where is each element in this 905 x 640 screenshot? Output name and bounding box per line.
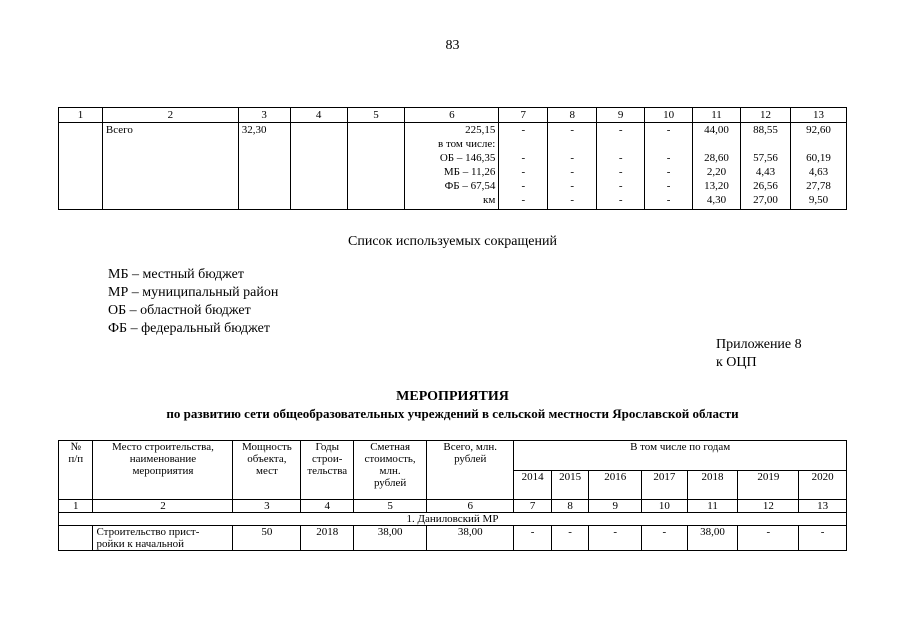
year-header: 2018 bbox=[687, 470, 738, 500]
year-header: 2020 bbox=[799, 470, 847, 500]
cell-2019: 88,55 57,56 4,43 26,56 27,00 bbox=[741, 123, 791, 210]
cell-2015: - bbox=[551, 526, 589, 551]
cell-cost bbox=[347, 123, 405, 210]
col-number: 7 bbox=[499, 108, 548, 123]
cell-2020: 92,60 60,19 4,63 27,78 9,50 bbox=[790, 123, 846, 210]
col-number: 2 bbox=[93, 500, 233, 513]
cell-2018: 44,00 28,60 2,20 13,20 4,30 bbox=[693, 123, 741, 210]
year-header: 2019 bbox=[738, 470, 799, 500]
cell-2019: - bbox=[738, 526, 799, 551]
col-number: 1 bbox=[59, 108, 103, 123]
measures-table bbox=[58, 440, 847, 551]
col-number: 9 bbox=[589, 500, 642, 513]
col-number: 12 bbox=[738, 500, 799, 513]
cell-years bbox=[290, 123, 347, 210]
abbreviation-item: ОБ – областной бюджет bbox=[108, 303, 251, 318]
col-number: 10 bbox=[645, 108, 693, 123]
col-number: 2 bbox=[102, 108, 238, 123]
header-total: Всего, млн. рублей bbox=[427, 441, 514, 500]
year-header: 2016 bbox=[589, 470, 642, 500]
cell-name: Строительство прист- ройки к начальной bbox=[93, 526, 233, 551]
header-row bbox=[59, 441, 847, 471]
document-subtitle: по развитию сети общеобразовательных учреждений в сельской местности Ярославской области bbox=[166, 406, 739, 421]
cell-2014: - - - - - bbox=[499, 123, 548, 210]
header-cost: Сметная стоимость, млн. рублей bbox=[354, 441, 427, 500]
column-number-row bbox=[59, 500, 847, 513]
abbreviation-item: МБ – местный бюджет bbox=[108, 267, 244, 282]
col-number: 11 bbox=[693, 108, 741, 123]
col-number: 13 bbox=[799, 500, 847, 513]
appendix-label bbox=[716, 336, 802, 372]
col-number: 1 bbox=[59, 500, 93, 513]
col-number: 11 bbox=[687, 500, 738, 513]
appendix-line: Приложение 8 bbox=[716, 337, 802, 352]
header-years: Годы строи- тельства bbox=[301, 441, 354, 500]
col-number: 3 bbox=[233, 500, 301, 513]
table-row bbox=[59, 526, 847, 551]
year-header: 2017 bbox=[642, 470, 688, 500]
cell-name: Всего bbox=[102, 123, 238, 210]
col-number: 8 bbox=[551, 500, 589, 513]
cell-total: 225,15 в том числе: ОБ – 146,35 МБ – 11,26 ФБ – 67,54 км bbox=[405, 123, 499, 210]
cell-2020: - bbox=[799, 526, 847, 551]
col-number: 4 bbox=[301, 500, 354, 513]
col-number: 3 bbox=[238, 108, 290, 123]
year-header: 2014 bbox=[514, 470, 552, 500]
cell-years: 2018 bbox=[301, 526, 354, 551]
cell-num bbox=[59, 123, 103, 210]
cell-power: 50 bbox=[233, 526, 301, 551]
cell-capacity: 32,30 bbox=[238, 123, 290, 210]
col-number: 8 bbox=[548, 108, 597, 123]
col-number: 4 bbox=[290, 108, 347, 123]
abbreviations-title: Список используемых сокращений bbox=[348, 234, 557, 249]
header-by-years: В том числе по годам bbox=[514, 441, 847, 471]
col-number: 12 bbox=[741, 108, 791, 123]
col-number: 10 bbox=[642, 500, 688, 513]
document-title: МЕРОПРИЯТИЯ bbox=[396, 389, 509, 404]
cell-num bbox=[59, 526, 93, 551]
col-number: 7 bbox=[514, 500, 552, 513]
cell-2016: - bbox=[589, 526, 642, 551]
section-title: 1. Даниловский МР bbox=[59, 513, 847, 526]
cell-cost: 38,00 bbox=[354, 526, 427, 551]
cell-2015: - - - - - bbox=[548, 123, 597, 210]
cell-2014: - bbox=[514, 526, 552, 551]
col-number: 13 bbox=[790, 108, 846, 123]
year-header: 2015 bbox=[551, 470, 589, 500]
abbreviation-item: ФБ – федеральный бюджет bbox=[108, 321, 270, 336]
cell-2017: - - - - - bbox=[645, 123, 693, 210]
col-number: 5 bbox=[354, 500, 427, 513]
col-number: 9 bbox=[597, 108, 645, 123]
cell-2016: - - - - - bbox=[597, 123, 645, 210]
cell-total: 38,00 bbox=[427, 526, 514, 551]
section-row bbox=[59, 513, 847, 526]
header-place: Место строительства, наименование мероприятия bbox=[93, 441, 233, 500]
summary-table bbox=[58, 107, 847, 210]
page-number: 83 bbox=[445, 38, 460, 53]
appendix-line: к ОЦП bbox=[716, 355, 757, 370]
header-num: № п/п bbox=[59, 441, 93, 500]
cell-2018: 38,00 bbox=[687, 526, 738, 551]
header-power: Мощность объекта, мест bbox=[233, 441, 301, 500]
column-number-row bbox=[59, 108, 847, 123]
col-number: 5 bbox=[347, 108, 405, 123]
col-number: 6 bbox=[427, 500, 514, 513]
cell-2017: - bbox=[642, 526, 688, 551]
total-row bbox=[59, 123, 847, 210]
abbreviation-item: МР – муниципальный район bbox=[108, 285, 279, 300]
col-number: 6 bbox=[405, 108, 499, 123]
